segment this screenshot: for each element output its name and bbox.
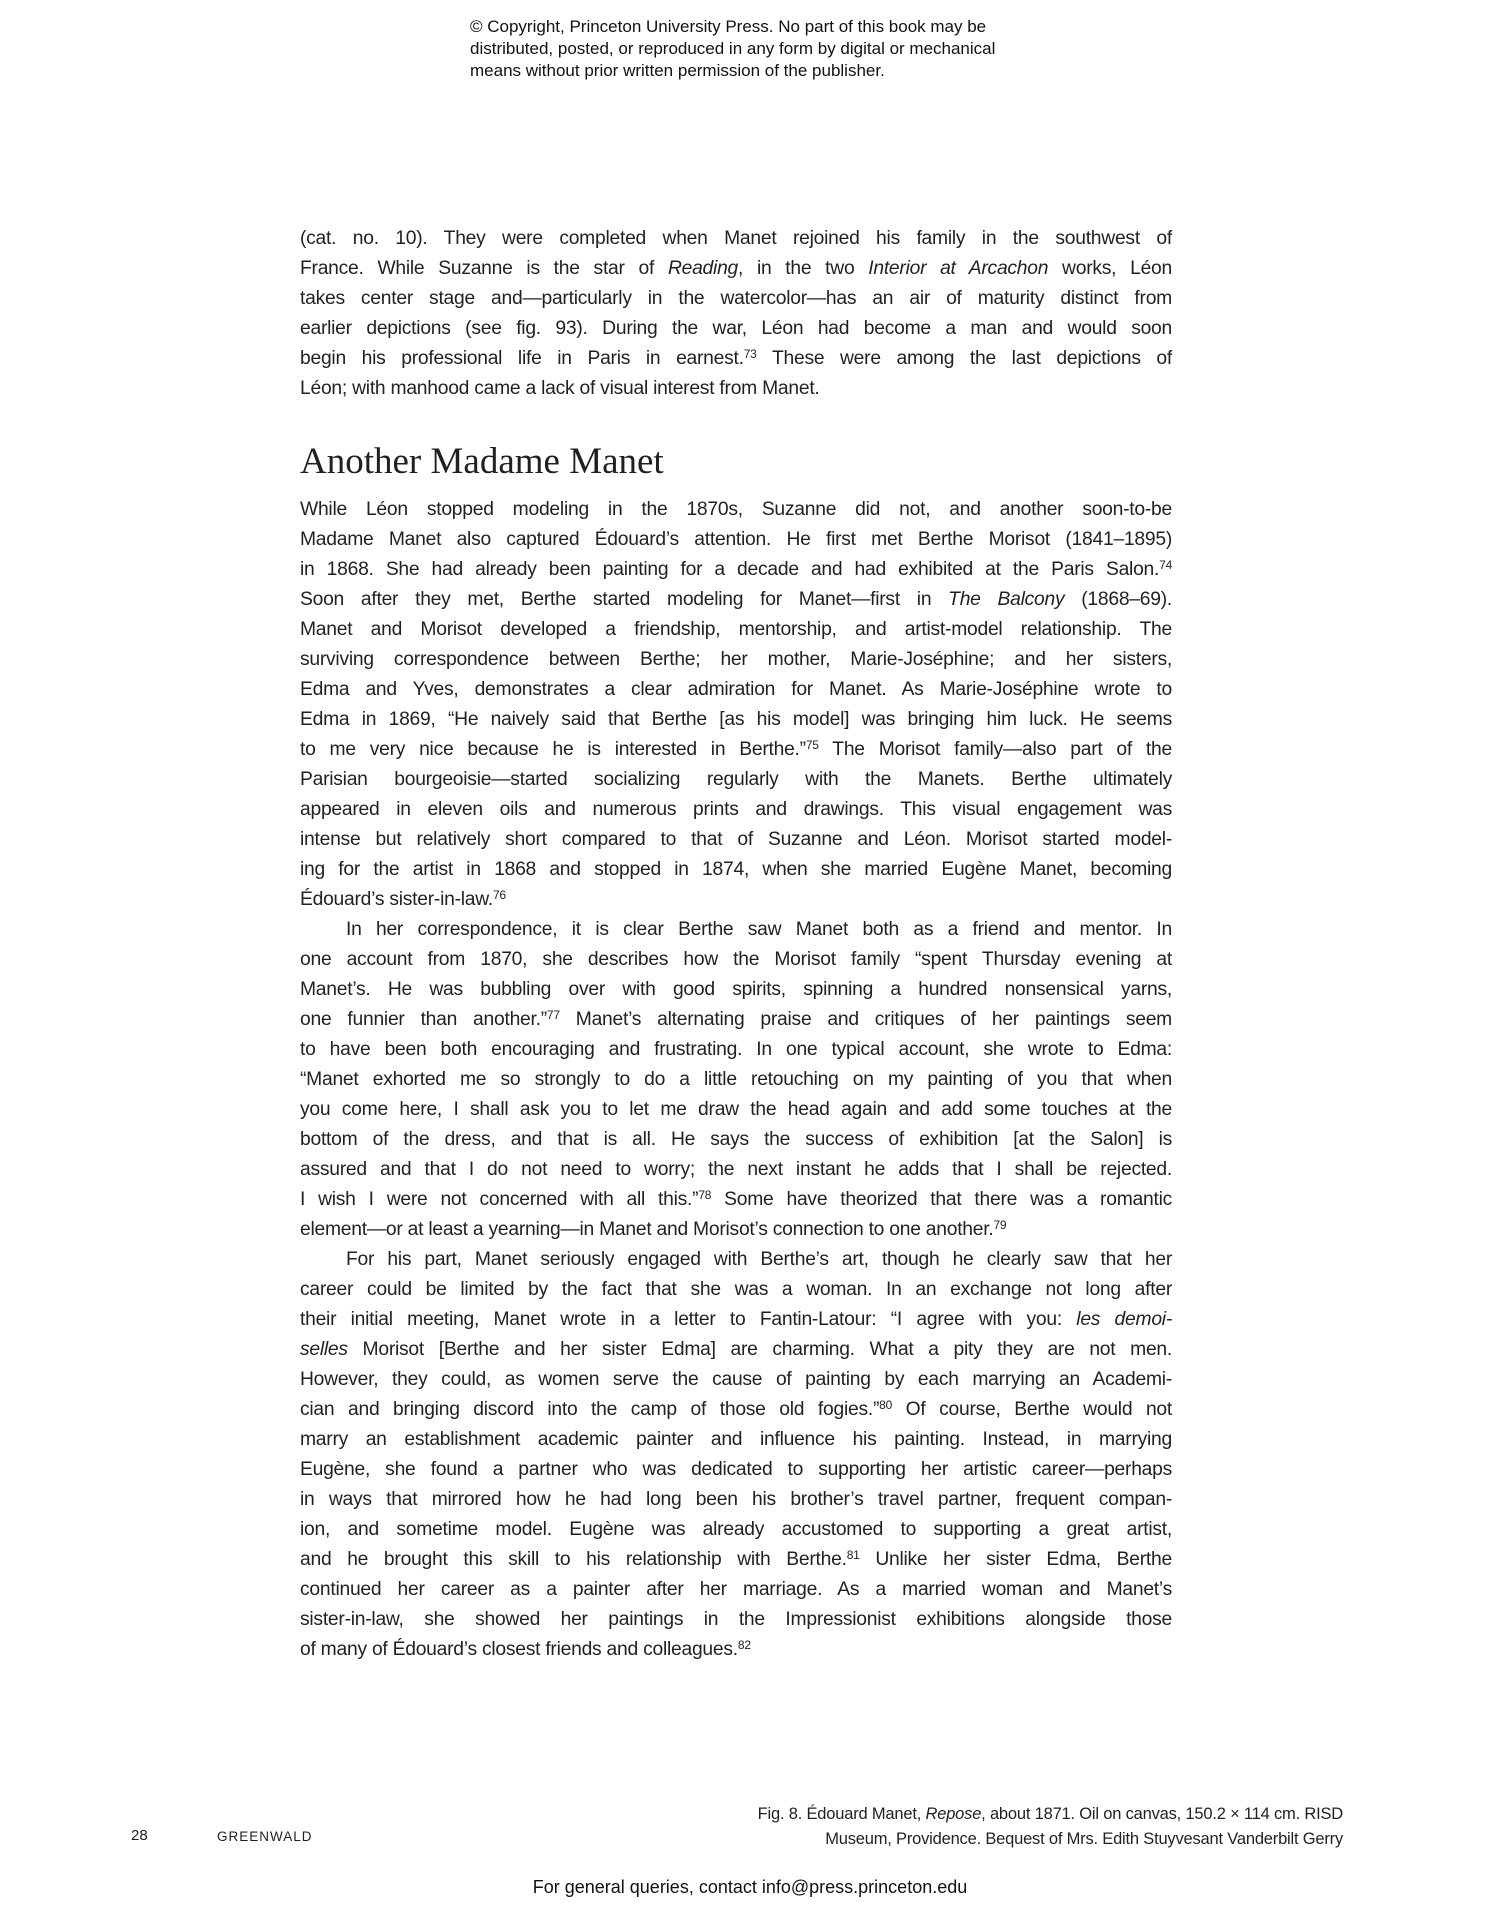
text-line: However, they could, as women serve the cause of painting by each marrying an Academi-: [300, 1369, 1172, 1390]
text-line: and he brought this skill to his relationship with Berthe.$^{81}$ Unlike her sister Edma, Berthe: [300, 1548, 1172, 1570]
text-line: France. While Suzanne is the star of Reading, in the two Interior at Arcachon works, Léon: [300, 258, 1172, 279]
text-line: surviving correspondence between Berthe; her mother, Marie-Joséphine; and her sisters,: [300, 649, 1172, 670]
footnote-ref: 79: [993, 1218, 1007, 1232]
footnote-ref: 80: [879, 1398, 892, 1412]
italic-title: les demoi-: [1076, 1309, 1172, 1330]
text-line: ing for the artist in 1868 and stopped in 1874, when she married Eugène Manet, becoming: [300, 859, 1172, 880]
text-line: career could be limited by the fact that she was a woman. In an exchange not long after: [300, 1279, 1172, 1300]
text-line: begin his professional life in Paris in earnest.$^{73}$ These were among the last depictions of: [300, 347, 1172, 369]
text-line: (cat. no. 10). They were completed when Manet rejoined his family in the southwest of: [300, 228, 1172, 249]
italic-title: selles: [300, 1339, 348, 1360]
footnote-ref: 75: [805, 738, 819, 752]
copyright-line: distributed, posted, or reproduced in any form by digital or mechanical: [470, 39, 996, 58]
text-line: in ways that mirrored how he had long been his brother’s travel partner, frequent compan-: [300, 1489, 1172, 1510]
text-line: bottom of the dress, and that is all. He says the success of exhibition [at the Salon] is: [300, 1129, 1172, 1150]
text-line: Léon; with manhood came a lack of visual interest from Manet.: [300, 378, 820, 399]
text-line: Manet’s. He was bubbling over with good spirits, spinning a hundred nonsensical yarns,: [300, 979, 1172, 1000]
text-line: Soon after they met, Berthe started modeling for Manet—first in The Balcony (1868–69).: [300, 589, 1172, 610]
text-line: Eugène, she found a partner who was dedicated to supporting her artistic career—perhaps: [300, 1459, 1172, 1480]
text-line: While Léon stopped modeling in the 1870s, Suzanne did not, and another soon-to-be: [300, 499, 1172, 520]
copyright-notice: [470, 16, 995, 82]
section-body: [300, 495, 1172, 1665]
text-line: to have been both encouraging and frustrating. In one typical account, she wrote to Edma:: [300, 1039, 1172, 1060]
footnote-ref: 76: [492, 888, 506, 902]
text-line: Edma and Yves, demonstrates a clear admiration for Manet. As Marie-Joséphine wrote to: [300, 679, 1172, 700]
figure-caption: [758, 1802, 1343, 1852]
text-line: For his part, Manet seriously engaged with Berthe’s art, though he clearly saw that her: [346, 1249, 1172, 1270]
text-line: one account from 1870, she describes how the Morisot family “spent Thursday evening at: [300, 949, 1172, 970]
text-line: intense but relatively short compared to that of Suzanne and Léon. Morisot started model-: [300, 829, 1172, 850]
text-line: I wish I were not concerned with all this.”$^{78}$ Some have theorized that there was a romantic: [300, 1188, 1172, 1210]
footnote-ref: 77: [546, 1008, 560, 1022]
running-head: GREENWALD: [217, 1829, 313, 1844]
text-line: appeared in eleven oils and numerous prints and drawings. This visual engagement was: [300, 799, 1172, 820]
footnote-ref: 78: [698, 1188, 712, 1202]
text-line: in 1868. She had already been painting for a decade and had exhibited at the Paris Salon.$^{74}$: [300, 558, 1172, 580]
footer-contact: For general queries, contact info@press.princeton.edu: [532, 1877, 968, 1897]
italic-title: Repose: [925, 1805, 982, 1823]
intro-paragraph: [300, 224, 1172, 404]
copyright-line: © Copyright, Princeton University Press. No part of this book may be: [470, 17, 987, 36]
text-line: element—or at least a yearning—in Manet and Morisot’s connection to one another.$^{79}$: [300, 1218, 1007, 1240]
footnote-ref: 73: [743, 347, 757, 361]
italic-title: Interior at Arcachon: [868, 258, 1049, 279]
text-line: “Manet exhorted me so strongly to do a little retouching on my painting of you that when: [300, 1069, 1172, 1090]
text-line: you come here, I shall ask you to let me draw the head again and add some touches at the: [300, 1099, 1172, 1120]
italic-title: The Balcony: [948, 589, 1065, 610]
text-line: marry an establishment academic painter and influence his painting. Instead, in marrying: [300, 1429, 1172, 1450]
text-line: Museum, Providence. Bequest of Mrs. Edith Stuyvesant Vanderbilt Gerry: [825, 1830, 1343, 1848]
text-line: Fig. 8. Édouard Manet, Repose, about 1871. Oil on canvas, 150.2 × 114 cm. RISD: [757, 1805, 1343, 1823]
text-line: selles Morisot [Berthe and her sister Edma] are charming. What a pity they are not men.: [300, 1339, 1172, 1360]
text-line: Madame Manet also captured Édouard’s attention. He first met Berthe Morisot (1841–1895): [300, 529, 1172, 550]
page-number: 28: [131, 1827, 148, 1844]
footnote-ref: 81: [846, 1548, 860, 1562]
text-line: Manet and Morisot developed a friendship, mentorship, and artist-model relationship. The: [300, 619, 1172, 640]
text-line: In her correspondence, it is clear Berthe saw Manet both as a friend and mentor. In: [346, 919, 1172, 940]
text-line: assured and that I do not need to worry; the next instant he adds that I shall be rejected.: [300, 1159, 1172, 1180]
text-line: of many of Édouard’s closest friends and colleagues.$^{82}$: [300, 1638, 751, 1660]
section-heading: Another Madame Manet: [300, 441, 664, 482]
text-line: to me very nice because he is interested in Berthe.”$^{75}$ The Morisot family—also part of the: [300, 738, 1172, 760]
text-line: their initial meeting, Manet wrote in a letter to Fantin-Latour: “I agree with you: les demoi-: [300, 1309, 1172, 1330]
text-line: sister-in-law, she showed her paintings in the Impressionist exhibitions alongside those: [300, 1609, 1172, 1630]
text-line: takes center stage and—particularly in the watercolor—has an air of maturity distinct from: [300, 288, 1172, 309]
text-line: cian and bringing discord into the camp of those old fogies.”$^{80}$ Of course, Berthe would not: [300, 1398, 1172, 1420]
text-line: Parisian bourgeoisie—started socializing regularly with the Manets. Berthe ultimately: [300, 769, 1172, 790]
text-line: Edma in 1869, “He naively said that Berthe [as his model] was bringing him luck. He seems: [300, 709, 1172, 730]
text-line: earlier depictions (see fig. 93). During the war, Léon had become a man and would soon: [300, 318, 1172, 339]
text-line: ion, and sometime model. Eugène was already accustomed to supporting a great artist,: [300, 1519, 1172, 1540]
footnote-ref: 74: [1159, 558, 1172, 572]
copyright-line: means without prior written permission of the publisher.: [470, 61, 885, 80]
footnote-ref: 82: [737, 1638, 751, 1652]
italic-title: Reading: [667, 258, 739, 279]
text-line: continued her career as a painter after her marriage. As a married woman and Manet’s: [300, 1579, 1172, 1600]
text-line: Édouard’s sister-in-law.$^{76}$: [300, 888, 506, 910]
text-line: one funnier than another.”$^{77}$ Manet’s alternating praise and critiques of her paintings seem: [300, 1008, 1172, 1030]
